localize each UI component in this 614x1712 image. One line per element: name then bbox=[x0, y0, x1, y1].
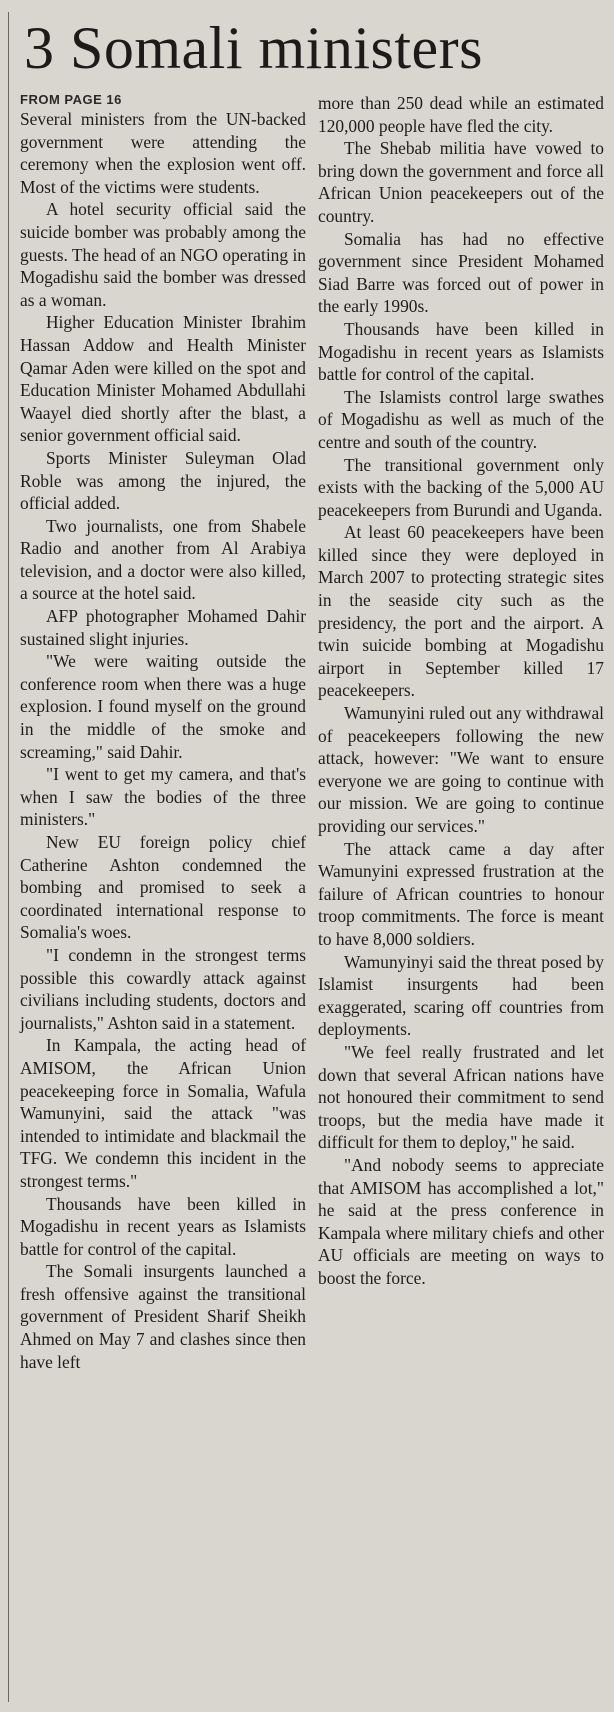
paragraph: The Somali insurgents launched a fresh offensive against the transitional government of President Sharif Sheikh Ahmed on May 7 and clashes since then have left bbox=[20, 1261, 306, 1372]
paragraph: Several ministers from the UN-backed government were attending the ceremony when the explosion went off. Most of the victims were students. bbox=[20, 109, 306, 197]
paragraph: Wamunyinyi said the threat posed by Islamist insurgents had been exaggerated, scaring off countries from deployments. bbox=[318, 951, 604, 1040]
paragraph: At least 60 peacekeepers have been killed since they were deployed in March 2007 to protecting strategic sites in the seaside city such as the presidency, the port and the airport. A twin suicide bombing at Mogadishu airport in September killed 17 peacekeepers. bbox=[318, 522, 604, 701]
paragraph: The Shebab militia have vowed to bring down the government and force all African Union peacekeepers out of the country. bbox=[318, 138, 604, 226]
paragraph: Sports Minister Suleyman Olad Roble was among the injured, the official added. bbox=[20, 447, 306, 514]
headline: 3 Somali ministers bbox=[24, 15, 483, 81]
paragraph: Wamunyini ruled out any withdrawal of peacekeepers following the new attack, however: "We want to ensure everyone we are going to continue with our mission. We are going to continue providing our services." bbox=[318, 703, 604, 836]
paragraph: New EU foreign policy chief Catherine Ashton condemned the bombing and promised to seek a coordinated international response to Somalia's woes. bbox=[20, 832, 306, 943]
paragraph: Somalia has had no effective government since President Mohamed Siad Barre was forced out of power in the early 1990s. bbox=[318, 228, 604, 317]
paragraph: The attack came a day after Wamunyini expressed frustration at the failure of African countries to honour troop commitments. The force is meant to have 8,000 soldiers. bbox=[318, 838, 604, 949]
paragraph: "We were waiting outside the conference room when there was a huge explosion. I found myself on the ground in the middle of the smoke and screaming," said Dahir. bbox=[20, 651, 306, 762]
article-body bbox=[20, 92, 604, 1373]
kicker: FROM PAGE 16 bbox=[20, 92, 122, 107]
column-rule bbox=[8, 12, 9, 1702]
paragraph: The Islamists control large swathes of Mogadishu as well as much of the centre and south of the country. bbox=[318, 386, 604, 452]
column-left bbox=[20, 92, 306, 1373]
paragraph: "We feel really frustrated and let down that several African nations have not honoured their commitment to send troops, but the media have made it difficult for them to deploy," he said. bbox=[318, 1041, 604, 1153]
paragraph: Two journalists, one from Shabele Radio and another from Al Arabiya television, and a doctor were also killed, a source at the hotel said. bbox=[20, 515, 306, 604]
paragraph: The transitional government only exists with the backing of the 5,000 AU peacekeepers from Burundi and Uganda. bbox=[318, 454, 604, 520]
paragraph: In Kampala, the acting head of AMISOM, the African Union peacekeeping force in Somalia, Wafula Wamunyini, said the attack "was intended to intimidate and blackmail the TFG. We condemn this incident in the strongest terms." bbox=[20, 1035, 306, 1191]
paragraph: "And nobody seems to appreciate that AMISOM has accomplished a lot," he said at the press conference in Kampala where military chiefs and other AU officials are meeting on ways to boost the force. bbox=[318, 1154, 604, 1288]
paragraph: "I condemn in the strongest terms possible this cowardly attack against civilians including students, doctors and journalists," Ashton said in a statement. bbox=[20, 944, 306, 1033]
paragraph: Higher Education Minister Ibrahim Hassan Addow and Health Minister Qamar Aden were killed on the spot and Education Minister Mohamed Abdullahi Waayel died shortly after the blast, a senior government official said. bbox=[20, 312, 306, 446]
paragraph: A hotel security official said the suicide bomber was probably among the guests. The head of an NGO operating in Mogadishu said the bomber was dressed as a woman. bbox=[20, 199, 306, 310]
paragraph: Thousands have been killed in Mogadishu in recent years as Islamists battle for control of the capital. bbox=[20, 1193, 306, 1259]
column-right bbox=[318, 92, 604, 1373]
paragraph: AFP photographer Mohamed Dahir sustained slight injuries. bbox=[20, 606, 306, 649]
paragraph: Thousands have been killed in Mogadishu in recent years as Islamists battle for control of the capital. bbox=[318, 318, 604, 385]
paragraph: more than 250 dead while an estimated 120,000 people have fled the city. bbox=[318, 93, 604, 136]
paragraph: "I went to get my camera, and that's when I saw the bodies of the three ministers." bbox=[20, 764, 306, 830]
